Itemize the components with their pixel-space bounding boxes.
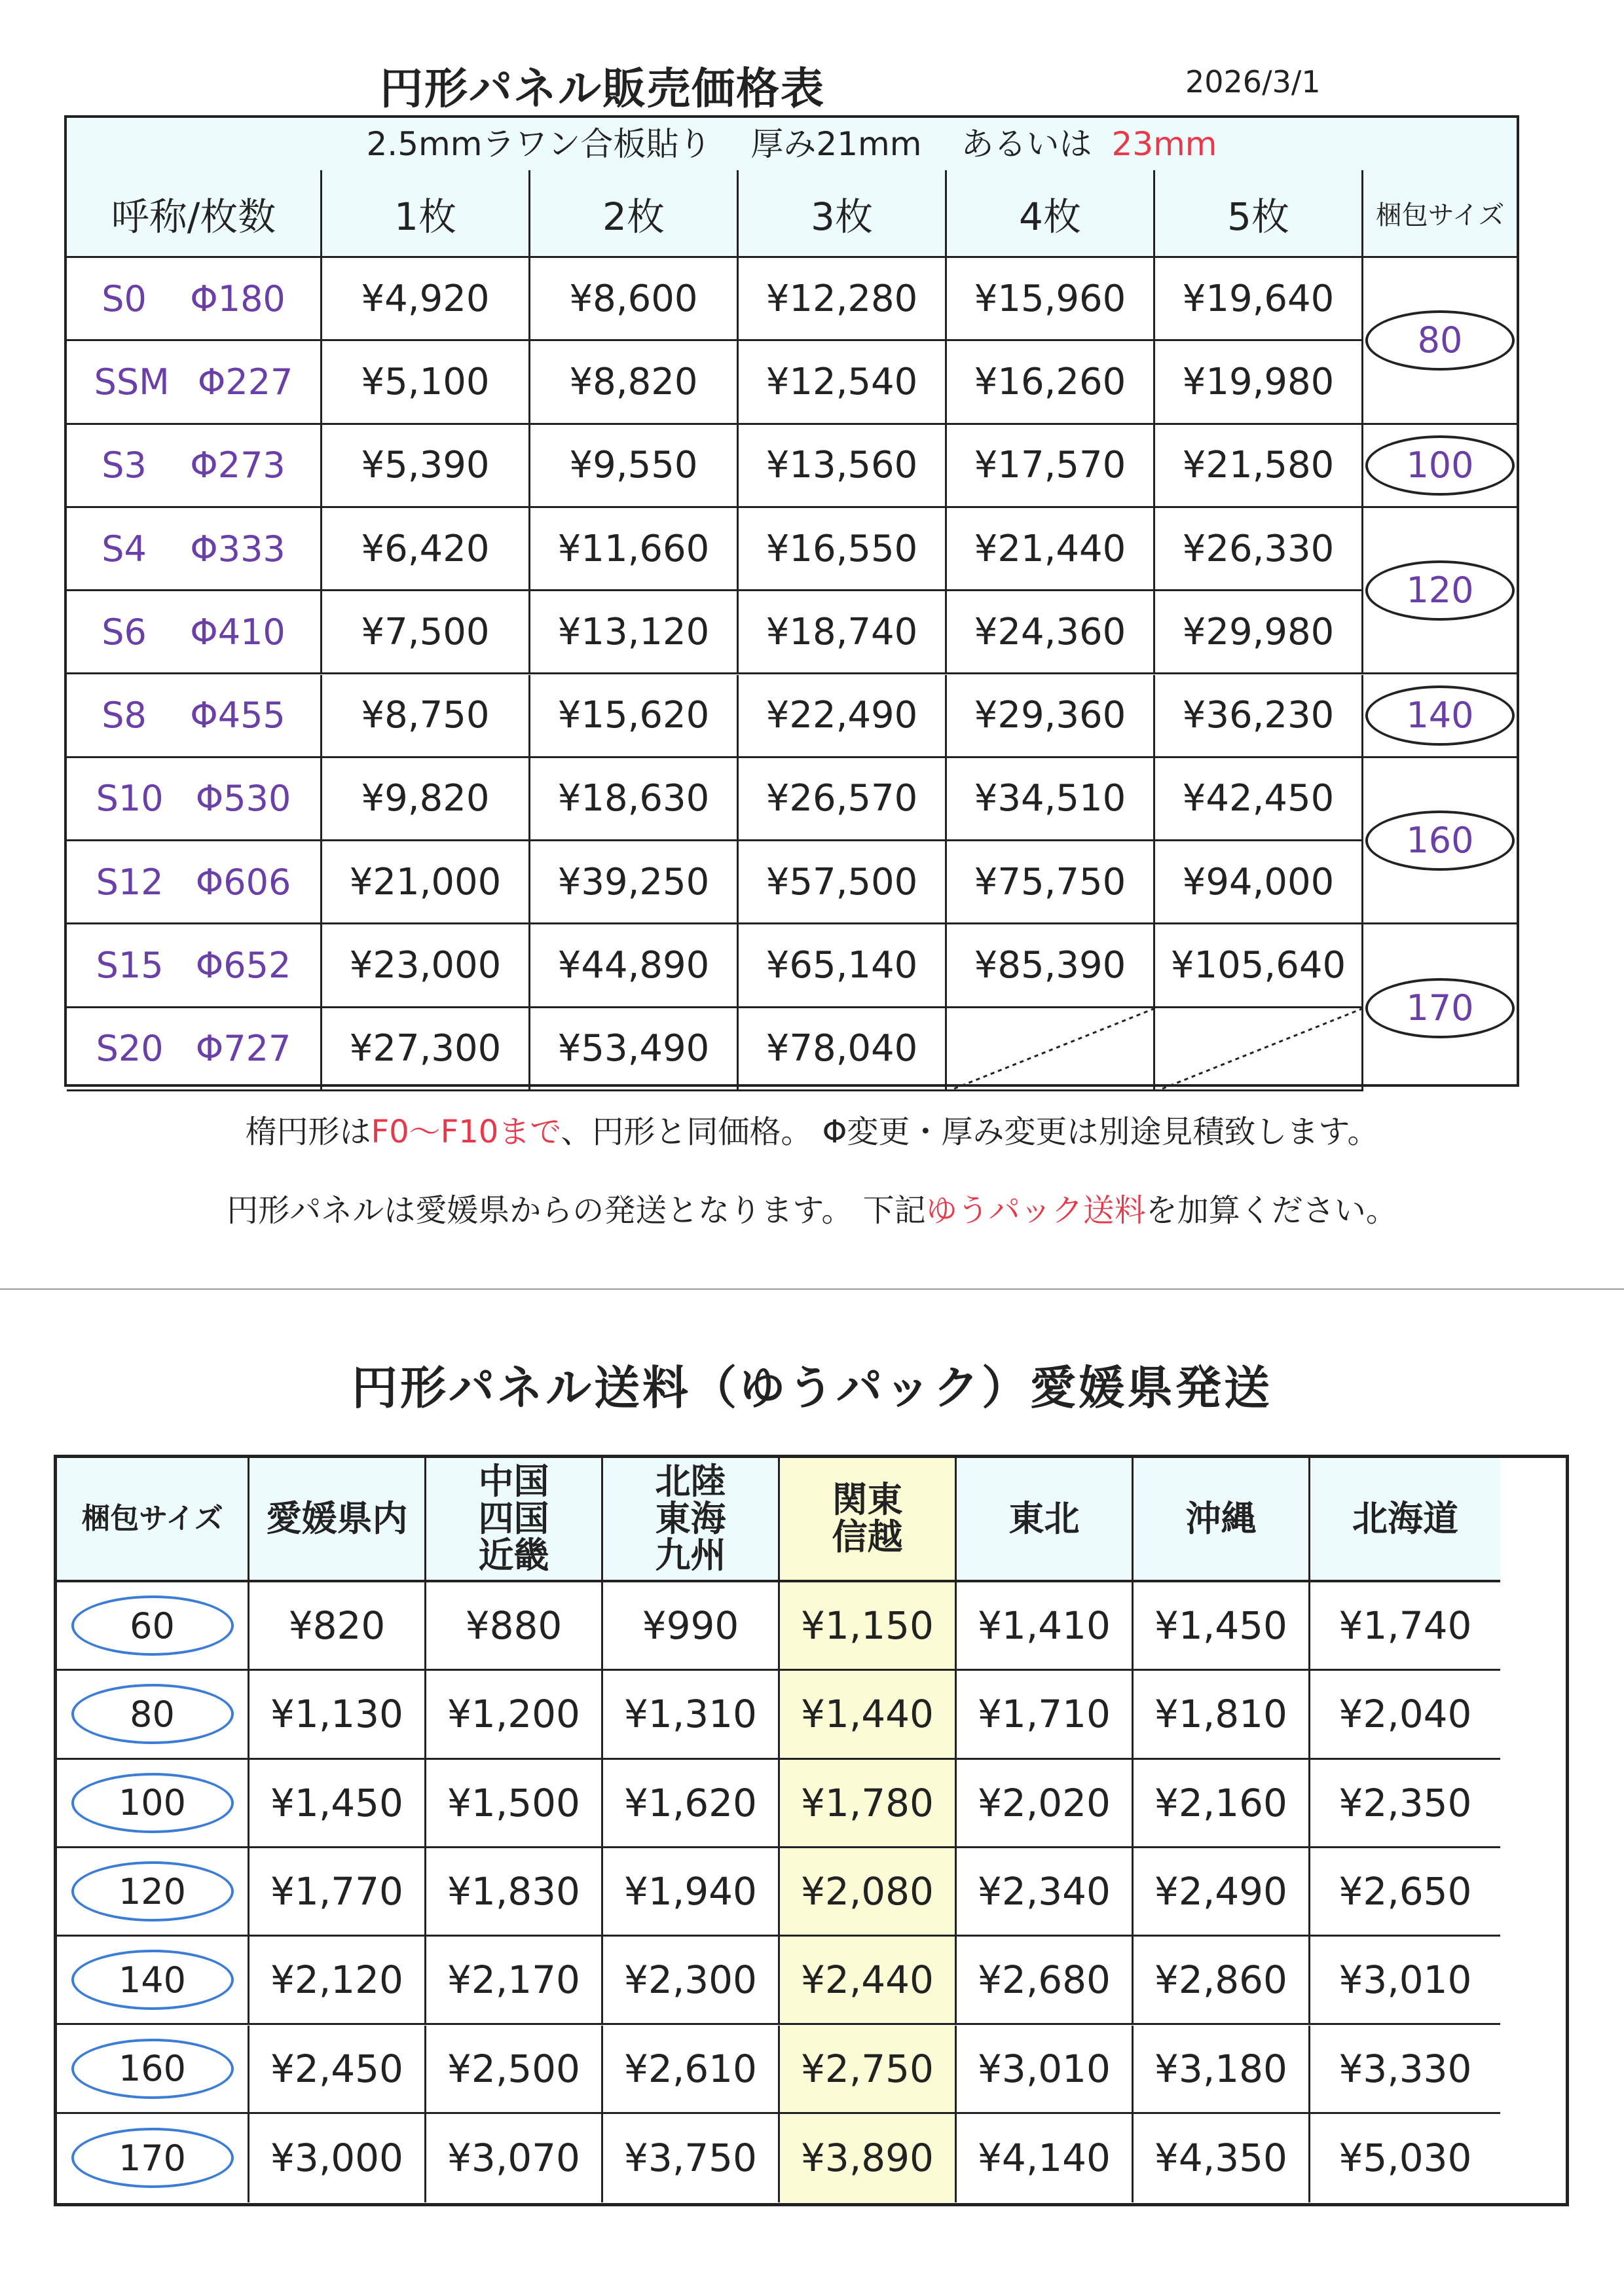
package-size-cell	[1363, 758, 1517, 925]
panel-diameter: Φ727	[195, 1028, 291, 1070]
panel-code: S12	[96, 861, 164, 903]
price-header-4: 4枚	[947, 170, 1155, 258]
note1-text-a: 楕円形は	[245, 1114, 371, 1150]
price-cell: ¥19,640	[1155, 258, 1363, 341]
shipping-fee-cell: ¥3,330	[1310, 2026, 1500, 2114]
price-cell: ¥18,630	[530, 758, 739, 841]
price-header-3: 3枚	[739, 170, 947, 258]
price-cell: ¥34,510	[947, 758, 1155, 841]
shipping-fee-cell: ¥3,750	[603, 2114, 780, 2202]
shipping-fee-cell: ¥1,740	[1310, 1582, 1500, 1671]
shipping-fee-cell: ¥2,020	[957, 1760, 1134, 1848]
shipping-size-cell	[57, 1760, 249, 1848]
shipping-fee-cell: ¥1,780	[780, 1760, 957, 1848]
shipping-size-cell	[57, 1582, 249, 1671]
price-header-2: 2枚	[530, 170, 739, 258]
shipping-fee-cell: ¥2,300	[603, 1937, 780, 2025]
price-cell: ¥21,580	[1155, 425, 1363, 508]
price-cell: ¥13,120	[530, 591, 739, 674]
shipping-fee-cell: ¥880	[426, 1582, 603, 1671]
price-header-package-size: 梱包サイズ	[1363, 170, 1517, 258]
shipping-fee-cell: ¥1,770	[249, 1848, 426, 1937]
shipping-sheet-title: 円形パネル送料（ゆうパック）愛媛県発送	[352, 1361, 1272, 1415]
price-cell: ¥75,750	[947, 841, 1155, 924]
price-row-name	[67, 508, 322, 591]
shipping-fee-cell: ¥2,500	[426, 2026, 603, 2114]
package-size-cell	[1363, 924, 1517, 1091]
shipping-size-cell	[57, 2114, 249, 2202]
price-cell: ¥57,500	[739, 841, 947, 924]
price-cell: ¥85,390	[947, 924, 1155, 1008]
price-cell: ¥7,500	[322, 591, 530, 674]
price-cell: ¥26,330	[1155, 508, 1363, 591]
shipping-fee-cell: ¥4,350	[1134, 2114, 1310, 2202]
shipping-header-6: 沖縄	[1134, 1458, 1310, 1582]
shipping-fee-cell: ¥1,940	[603, 1848, 780, 1937]
shipping-size-oval: 170	[71, 2128, 234, 2188]
note1-text-b: 、円形と同価格。 Φ変更・厚み変更は別途見積致します。	[561, 1114, 1379, 1150]
shipping-size-cell	[57, 1671, 249, 1759]
shipping-fee-cell: ¥2,170	[426, 1937, 603, 2025]
price-cell: ¥8,820	[530, 341, 739, 424]
panel-code: S6	[101, 611, 147, 653]
shipping-fee-cell: ¥820	[249, 1582, 426, 1671]
panel-diameter: Φ530	[195, 778, 291, 820]
panel-diameter: Φ652	[195, 945, 291, 987]
shipping-fee-cell: ¥2,610	[603, 2026, 780, 2114]
package-size-oval: 120	[1365, 560, 1515, 621]
price-header-1: 1枚	[322, 170, 530, 258]
shipping-fee-cell: ¥1,200	[426, 1671, 603, 1759]
price-cell: ¥53,490	[530, 1008, 739, 1091]
shipping-fee-cell: ¥1,620	[603, 1760, 780, 1848]
price-header-5: 5枚	[1155, 170, 1363, 258]
price-row-name	[67, 425, 322, 508]
shipping-size-oval: 160	[71, 2039, 234, 2099]
price-row-name	[67, 258, 322, 341]
shipping-fee-cell: ¥2,750	[780, 2026, 957, 2114]
price-cell: ¥94,000	[1155, 841, 1363, 924]
price-cell: ¥9,550	[530, 425, 739, 508]
shipping-size-cell	[57, 1848, 249, 1937]
shipping-size-oval: 120	[71, 1861, 234, 1922]
shipping-fee-cell: ¥1,710	[957, 1671, 1134, 1759]
shipping-fee-cell: ¥2,160	[1134, 1760, 1310, 1848]
empty-cell-diagonal	[947, 1008, 1155, 1091]
shipping-size-cell	[57, 1937, 249, 2025]
subtitle-material: 2.5mmラワン合板貼り	[366, 125, 712, 163]
price-cell-empty	[947, 1008, 1155, 1091]
price-table-subtitle	[67, 118, 1517, 172]
price-header-0: 呼称/枚数	[67, 170, 322, 258]
price-cell: ¥6,420	[322, 508, 530, 591]
package-size-cell	[1363, 258, 1517, 425]
price-cell: ¥29,360	[947, 675, 1155, 758]
shipping-size-oval: 140	[71, 1950, 234, 2010]
shipping-fee-cell: ¥1,450	[1134, 1582, 1310, 1671]
shipping-fee-cell: ¥1,150	[780, 1582, 957, 1671]
shipping-fee-cell: ¥2,080	[780, 1848, 957, 1937]
price-cell: ¥78,040	[739, 1008, 947, 1091]
shipping-fee-cell: ¥3,890	[780, 2114, 957, 2202]
price-cell: ¥44,890	[530, 924, 739, 1008]
panel-diameter: Φ455	[190, 695, 286, 737]
panel-diameter: Φ273	[190, 445, 286, 486]
shipping-fee-cell: ¥1,440	[780, 1671, 957, 1759]
panel-code: S10	[96, 778, 164, 820]
panel-code: S4	[101, 528, 147, 570]
shipping-fee-cell: ¥3,000	[249, 2114, 426, 2202]
price-cell: ¥8,750	[322, 675, 530, 758]
price-cell: ¥24,360	[947, 591, 1155, 674]
note-oval-shape	[0, 1106, 1624, 1152]
shipping-table	[54, 1455, 1569, 2206]
price-cell: ¥13,560	[739, 425, 947, 508]
price-table	[64, 115, 1519, 1087]
shipping-size-oval: 80	[71, 1684, 234, 1744]
price-cell: ¥105,640	[1155, 924, 1363, 1008]
price-cell: ¥9,820	[322, 758, 530, 841]
price-row-name	[67, 841, 322, 924]
panel-diameter: Φ606	[195, 861, 291, 903]
note-shipping	[0, 1185, 1624, 1230]
price-cell: ¥21,000	[322, 841, 530, 924]
empty-cell-diagonal	[1155, 1008, 1363, 1091]
note2-text-red: ゆうパック送料	[925, 1192, 1146, 1229]
panel-code: S8	[101, 695, 147, 737]
section-divider	[0, 1288, 1624, 1290]
price-cell: ¥17,570	[947, 425, 1155, 508]
shipping-header-0: 梱包サイズ	[57, 1458, 249, 1582]
price-cell-empty	[1155, 1008, 1363, 1091]
note1-text-red: F0～F10まで	[371, 1114, 561, 1150]
shipping-fee-cell: ¥2,340	[957, 1848, 1134, 1937]
price-row-name	[67, 341, 322, 424]
shipping-size-oval: 60	[71, 1595, 234, 1656]
shipping-fee-cell: ¥990	[603, 1582, 780, 1671]
price-sheet-date: 2026/3/1	[1185, 64, 1321, 100]
panel-diameter: Φ333	[190, 528, 286, 570]
price-cell: ¥21,440	[947, 508, 1155, 591]
price-cell: ¥12,540	[739, 341, 947, 424]
price-cell: ¥18,740	[739, 591, 947, 674]
price-cell: ¥26,570	[739, 758, 947, 841]
note2-text-a: 円形パネルは愛媛県からの発送となります。 下記	[227, 1192, 926, 1229]
price-row-name	[67, 924, 322, 1008]
price-cell: ¥5,100	[322, 341, 530, 424]
shipping-fee-cell: ¥3,070	[426, 2114, 603, 2202]
panel-code: S20	[96, 1028, 164, 1070]
shipping-fee-cell: ¥2,450	[249, 2026, 426, 2114]
shipping-fee-cell: ¥2,860	[1134, 1937, 1310, 2025]
shipping-fee-cell: ¥1,310	[603, 1671, 780, 1759]
package-size-oval: 160	[1365, 811, 1515, 871]
shipping-fee-cell: ¥4,140	[957, 2114, 1134, 2202]
shipping-fee-cell: ¥1,830	[426, 1848, 603, 1937]
shipping-fee-cell: ¥2,650	[1310, 1848, 1500, 1937]
subtitle-alt-thickness: 23mm	[1111, 125, 1217, 163]
price-cell: ¥23,000	[322, 924, 530, 1008]
package-size-oval: 100	[1365, 435, 1515, 496]
panel-diameter: Φ180	[190, 278, 286, 319]
panel-diameter: Φ227	[197, 361, 293, 403]
package-size-cell	[1363, 425, 1517, 508]
shipping-size-cell	[57, 2026, 249, 2114]
panel-code: S0	[101, 278, 147, 319]
shipping-fee-cell: ¥1,130	[249, 1671, 426, 1759]
shipping-fee-cell: ¥2,680	[957, 1937, 1134, 2025]
panel-code: S15	[96, 945, 164, 987]
package-size-cell	[1363, 675, 1517, 758]
shipping-fee-cell: ¥1,450	[249, 1760, 426, 1848]
shipping-size-oval: 100	[71, 1773, 234, 1833]
shipping-fee-cell: ¥2,490	[1134, 1848, 1310, 1937]
price-cell: ¥8,600	[530, 258, 739, 341]
price-cell: ¥29,980	[1155, 591, 1363, 674]
shipping-fee-cell: ¥1,410	[957, 1582, 1134, 1671]
price-row-name	[67, 1008, 322, 1091]
price-row-name	[67, 591, 322, 674]
price-row-name	[67, 675, 322, 758]
shipping-header-3: 北陸 東海 九州	[603, 1458, 780, 1582]
shipping-fee-cell: ¥1,500	[426, 1760, 603, 1848]
shipping-fee-cell: ¥2,040	[1310, 1671, 1500, 1759]
panel-code: S3	[101, 445, 147, 486]
price-cell: ¥12,280	[739, 258, 947, 341]
price-cell: ¥4,920	[322, 258, 530, 341]
price-cell: ¥22,490	[739, 675, 947, 758]
shipping-fee-cell: ¥3,010	[957, 2026, 1134, 2114]
shipping-header-5: 東北	[957, 1458, 1134, 1582]
package-size-oval: 80	[1365, 310, 1515, 371]
panel-diameter: Φ410	[190, 611, 286, 653]
shipping-fee-cell: ¥1,810	[1134, 1671, 1310, 1759]
note2-text-b: を加算ください。	[1145, 1192, 1397, 1229]
shipping-fee-cell: ¥2,440	[780, 1937, 957, 2025]
subtitle-or: あるいは	[961, 125, 1092, 163]
shipping-header-7: 北海道	[1310, 1458, 1500, 1582]
shipping-header-1: 愛媛県内	[249, 1458, 426, 1582]
price-cell: ¥15,620	[530, 675, 739, 758]
shipping-header-2: 中国 四国 近畿	[426, 1458, 603, 1582]
price-row-name	[67, 758, 322, 841]
price-cell: ¥65,140	[739, 924, 947, 1008]
shipping-fee-cell: ¥5,030	[1338, 2136, 1472, 2181]
price-cell: ¥16,550	[739, 508, 947, 591]
shipping-fee-cell: ¥2,120	[249, 1937, 426, 2025]
subtitle-thickness: 厚み21mm	[750, 125, 922, 163]
price-cell: ¥5,390	[322, 425, 530, 508]
price-cell: ¥27,300	[322, 1008, 530, 1091]
price-cell: ¥36,230	[1155, 675, 1363, 758]
package-size-cell	[1363, 508, 1517, 675]
shipping-fee-cell: ¥3,180	[1134, 2026, 1310, 2114]
price-cell: ¥15,960	[947, 258, 1155, 341]
price-sheet-title: 円形パネル販売価格表	[380, 64, 825, 114]
price-cell: ¥16,260	[947, 341, 1155, 424]
price-cell: ¥11,660	[530, 508, 739, 591]
shipping-fee-cell: ¥3,010	[1310, 1937, 1500, 2025]
price-cell: ¥19,980	[1155, 341, 1363, 424]
package-size-oval: 140	[1365, 685, 1515, 746]
shipping-fee-cell: ¥2,350	[1310, 1760, 1500, 1848]
price-cell: ¥39,250	[530, 841, 739, 924]
price-cell: ¥42,450	[1155, 758, 1363, 841]
panel-code: SSM	[94, 361, 170, 403]
shipping-header-4: 関東 信越	[780, 1458, 957, 1582]
package-size-oval: 170	[1365, 978, 1515, 1038]
